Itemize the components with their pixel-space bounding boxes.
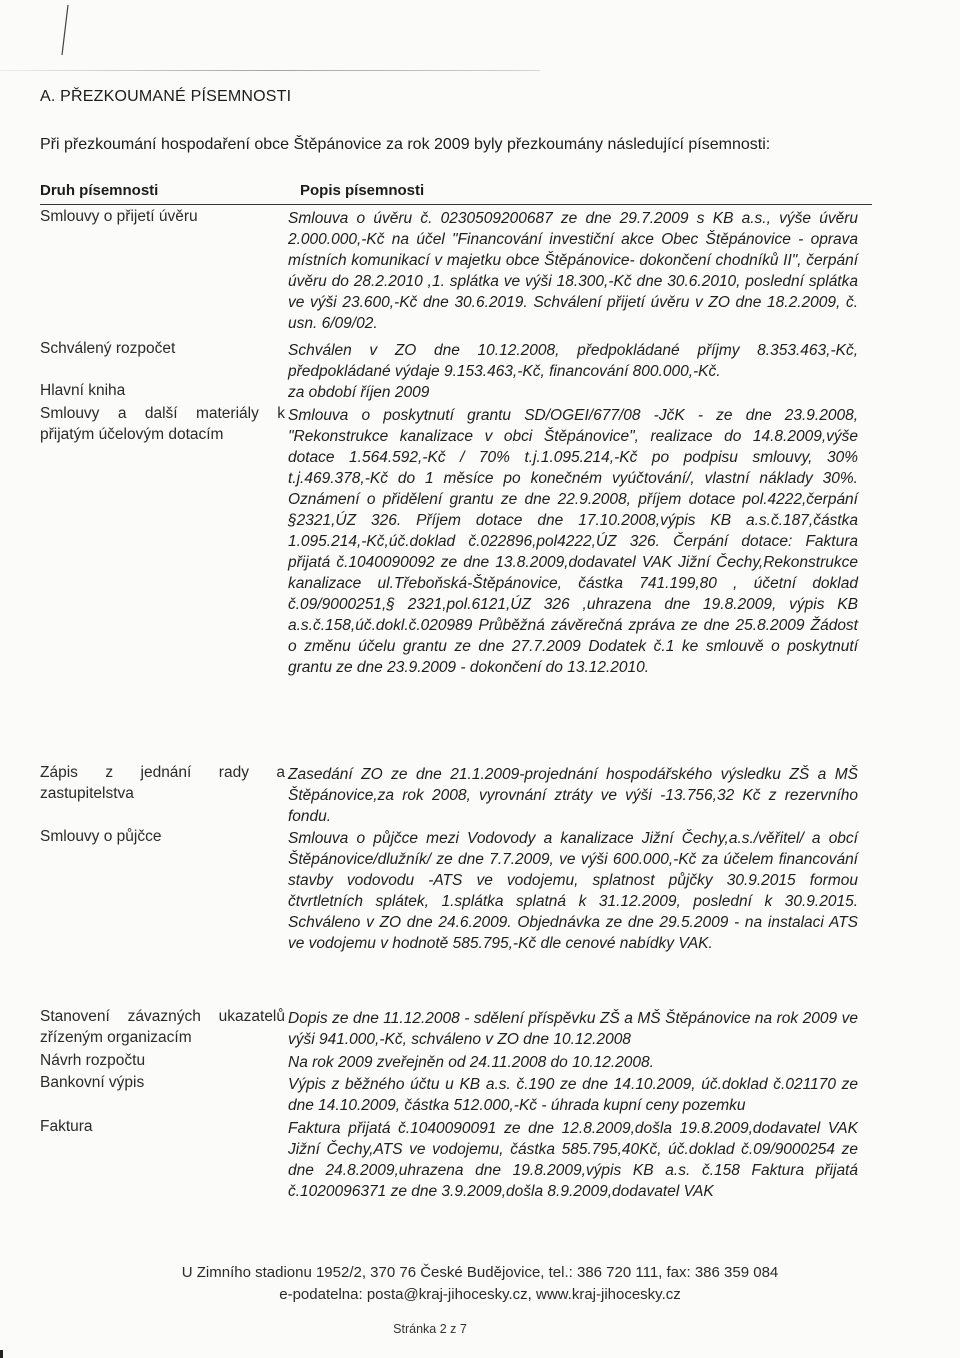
doc-type-loan-contract: Smlouvy o přijetí úvěru	[40, 208, 198, 225]
doc-type-invoice: Faktura	[40, 1118, 93, 1135]
doc-type-general-ledger: Hlavní kniha	[40, 382, 126, 399]
scan-edge-mark	[0, 1350, 3, 1358]
doc-desc-approved-budget: Schválen v ZO dne 10.12.2008, předpokládané příjmy 8.353.463,-Kč, předpokládané výdaje 9.153.463,-Kč, financování 800.000,-Kč.	[288, 342, 858, 380]
footer-contact-line: e-podatelna: posta@kraj-jihocesky.cz, www.kraj-jihocesky.cz	[279, 1286, 681, 1303]
column-header-type: Druh písemnosti	[40, 182, 159, 199]
doc-desc-grant-materials: Smlouva o poskytnutí grantu SD/OGEI/677/08 -JčK - ze dne 23.9.2008, "Rekonstrukce kanalizace v obci Štěpánovice", realizace do 14.8.2009,výše dotace 1.564.592,-Kč / 70% t.j.1.095.214,-Kč po podpisu smlouvy, 30% t.j.469.378,-Kč do 1 měsíce po konečném vyúčtování/, vlastní náklady 30%. Oznámení o přidělení grantu ze dne 22.9.2008, příjem dotace pol.4222,čerpání §2321,ÚZ 326. Příjem dotace dne 17.10.2008,výpis KB a.s.č.187,částka 1.095.214,-Kč,úč.doklad č.022896,pol4222,ÚZ 326. Čerpání dotace: Faktura přijatá č.1040090092 ze dne 13.8.2009,dodavatel VAK Jižní Čechy,Rekonstrukce kanalizace ul.Třeboňská-Štěpánovice, částka 741.199,80 , účetní doklad č.09/9000251,§ 2321,pol.6121,ÚZ 326 ,uhrazena dne 19.8.2009, výpis KB a.s.č.158,úč.dokl.č.020989 Průběžná závěrečná zpráva ze dne 25.8.2009 Žádost o změnu účelu grantu ze dne 27.7.2009 Dodatek č.1 ke smlouvě o poskytnutí grantu ze dne 23.9.2009 - dokončení do 13.12.2010.	[288, 407, 858, 676]
doc-type-borrowing-contract: Smlouvy o půjčce	[40, 828, 162, 845]
doc-desc-bank-statement: Výpis z běžného účtu u KB a.s. č.190 ze dne 14.10.2009, úč.doklad č.021170 ze dne 14.10.2009, částka 512.000,-Kč - úhrada kupní ceny pozemku	[288, 1076, 858, 1114]
doc-type-bank-statement: Bankovní výpis	[40, 1074, 145, 1091]
footer-address-line: U Zimního stadionu 1952/2, 370 76 České Budějovice, tel.: 386 720 111, fax: 386 359 084	[181, 1264, 779, 1281]
doc-desc-loan-contract: Smlouva o úvěru č. 0230509200687 ze dne 29.7.2009 s KB a.s., výše úvěru 2.000.000,-Kč na účel "Financování investiční akce Obec Štěpánovice - oprava místních komunikací v majetku obce Štěpánovice- dokončení chodníků II", čerpání úvěru do 28.2.2010 ,1. splátka ve výši 18.300,-Kč dne 30.6.2010, poslední splátka ve výši 23.600,-Kč dne 30.6.2019. Schválení přijetí úvěru v ZO dne 18.2.2009, č. usn. 6/09/02.	[288, 210, 858, 332]
scan-top-line	[0, 70, 540, 71]
doc-desc-binding-indicators: Dopis ze dne 11.12.2008 - sdělení příspěvku ZŠ a MŠ Štěpánovice na rok 2009 ve výši 941.000,-Kč, schváleno v ZO dne 10.12.2008	[288, 1010, 858, 1048]
doc-desc-general-ledger: za období říjen 2009	[288, 384, 430, 401]
doc-desc-borrowing-contract: Smlouva o půjčce mezi Vodovody a kanalizace Jižní Čechy,a.s./věřitel/ a obcí Štěpánovice/dlužník/ ze dne 7.7.2009, ve výši 600.000,-Kč za účelem financování stavby vodovodu -ATS ve vodojemu, splatnost půjčky 30.9.2015 formou čtvrtletních splátek, 1.splátka splatná k 31.12.2009, poslední k 30.9.2015. Schváleno v ZO dne 24.6.2009. Objednávka ze dne 29.5.2009 - na instalaci ATS ve vodojemu v hodnotě 585.795,-Kč dle cenové nabídky VAK.	[288, 830, 858, 952]
doc-type-draft-budget: Návrh rozpočtu	[40, 1052, 146, 1069]
footer-address	[120, 1262, 840, 1306]
column-header-description: Popis písemnosti	[300, 182, 425, 199]
doc-desc-draft-budget: Na rok 2009 zveřejněn od 24.11.2008 do 10.12.2008.	[288, 1054, 654, 1071]
header-divider	[40, 204, 872, 205]
doc-desc-invoice: Faktura přijatá č.1040090091 ze dne 12.8.2009,došla 19.8.2009,dodavatel VAK Jižní Čechy,ATS ve vodojemu, částka 585.795,40Kč, úč.doklad č.09/9000254 ze dne 24.8.2009,uhrazena dne 19.8.2009,výpis KB a.s. č.158 Faktura přijatá č.1020096371 ze dne 3.9.2009,došla 8.9.2009,dodavatel VAK	[288, 1120, 858, 1200]
doc-type-binding-indicators: Stanovení závazných ukazatelů zřízeným organizacím	[40, 1008, 285, 1046]
doc-desc-council-minutes: Zasedání ZO ze dne 21.1.2009-projednání hospodářského výsledku ZŠ a MŠ Štěpánovice,za rok 2008, vyrovnání ztráty ve výši -13.756,32 Kč z rezervního fondu.	[288, 766, 858, 825]
section-heading: A. PŘEZKOUMANÉ PÍSEMNOSTI	[40, 88, 292, 105]
doc-type-grant-materials: Smlouvy a další materiály k přijatým účelovým dotacím	[40, 405, 285, 443]
doc-type-approved-budget: Schválený rozpočet	[40, 340, 176, 357]
doc-type-council-minutes: Zápis z jednání rady a zastupitelstva	[40, 764, 285, 802]
scan-pen-mark	[40, 0, 80, 70]
intro-text: Při přezkoumání hospodaření obce Štěpánovice za rok 2009 byly přezkoumány následující písemnosti:	[40, 136, 771, 153]
page-number: Stránka 2 z 7	[393, 1322, 467, 1336]
